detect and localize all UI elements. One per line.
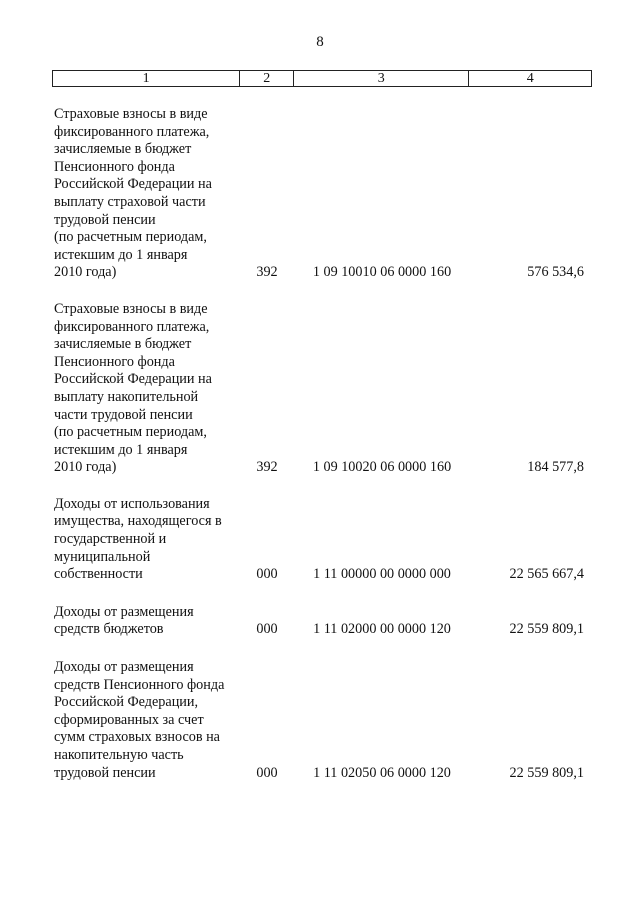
description-line: Страховые взносы в виде xyxy=(54,300,208,317)
description-line: трудовой пенсии xyxy=(54,764,156,781)
row-amount: 184 577,8 xyxy=(527,459,584,476)
description-line: Доходы от размещения xyxy=(54,603,194,620)
description-line: имущества, находящегося в xyxy=(54,513,222,530)
header-col-3: 3 xyxy=(294,71,469,86)
table-body xyxy=(52,106,592,782)
row-description xyxy=(52,106,240,282)
description-line: собственности xyxy=(54,566,143,583)
row-admin-code: 000 xyxy=(256,764,278,781)
description-line: части трудовой пенсии xyxy=(54,406,193,423)
table-row xyxy=(52,604,592,639)
description-line: Доходы от использования xyxy=(54,495,210,512)
description-line: средств бюджетов xyxy=(54,621,164,638)
description-line: истекшим до 1 января xyxy=(54,441,188,458)
description-line: Российской Федерации на xyxy=(54,371,212,388)
table-row xyxy=(52,106,592,282)
row-description xyxy=(52,604,240,639)
description-line: накопительную часть xyxy=(54,747,184,763)
row-amount: 22 559 809,1 xyxy=(509,764,584,781)
description-line: (по расчетным периодам, xyxy=(54,229,207,246)
description-line: (по расчетным периодам, xyxy=(54,424,207,441)
header-col-1: 1 xyxy=(53,71,240,86)
description-line: средств Пенсионного фонда xyxy=(54,676,225,693)
row-budget-code: 1 09 10010 06 0000 160 xyxy=(312,264,452,281)
description-line: 2010 года) xyxy=(54,264,117,281)
description-line: Российской Федерации на xyxy=(54,176,212,193)
description-line: Пенсионного фонда xyxy=(54,158,175,175)
description-line: Доходы от размещения xyxy=(54,659,194,676)
row-description xyxy=(52,301,240,477)
row-amount: 576 534,6 xyxy=(527,264,584,281)
row-amount: 22 559 809,1 xyxy=(509,621,584,638)
table-header xyxy=(52,70,592,87)
row-budget-code: 1 11 02050 06 0000 120 xyxy=(313,764,451,781)
row-description xyxy=(52,496,240,584)
description-line: 2010 года) xyxy=(54,459,117,476)
description-line: муниципальной xyxy=(54,548,151,565)
description-line: сформированных за счет xyxy=(54,711,204,728)
description-line: сумм страховых взносов на xyxy=(54,729,220,746)
row-description xyxy=(52,659,240,782)
description-line: зачисляемые в бюджет xyxy=(54,336,192,353)
row-amount: 22 565 667,4 xyxy=(509,566,584,583)
description-line: фиксированного платежа, xyxy=(54,318,210,335)
table-row xyxy=(52,659,592,782)
row-budget-code: 1 11 00000 00 0000 000 xyxy=(313,566,451,583)
page-number: 8 xyxy=(316,34,324,50)
description-line: зачисляемые в бюджет xyxy=(54,141,192,158)
header-col-4: 4 xyxy=(526,71,534,86)
description-line: Страховые взносы в виде xyxy=(54,106,208,122)
description-line: государственной и xyxy=(54,531,167,548)
row-admin-code: 392 xyxy=(256,264,278,281)
description-line: выплату накопительной xyxy=(54,388,199,405)
description-line: фиксированного платежа, xyxy=(54,123,210,140)
description-line: истекшим до 1 января xyxy=(54,246,188,263)
description-line: Пенсионного фонда xyxy=(54,353,175,370)
description-line: выплату страховой части xyxy=(54,193,206,210)
row-admin-code: 000 xyxy=(256,566,278,583)
row-budget-code: 1 09 10020 06 0000 160 xyxy=(312,459,452,476)
row-budget-code: 1 11 02000 00 0000 120 xyxy=(313,621,451,638)
row-admin-code: 000 xyxy=(256,621,278,638)
description-line: Российской Федерации, xyxy=(54,694,199,711)
row-admin-code: 392 xyxy=(256,459,278,476)
description-line: трудовой пенсии xyxy=(54,211,156,228)
header-col-2: 2 xyxy=(240,71,294,86)
table-row xyxy=(52,301,592,477)
table-row xyxy=(52,496,592,584)
